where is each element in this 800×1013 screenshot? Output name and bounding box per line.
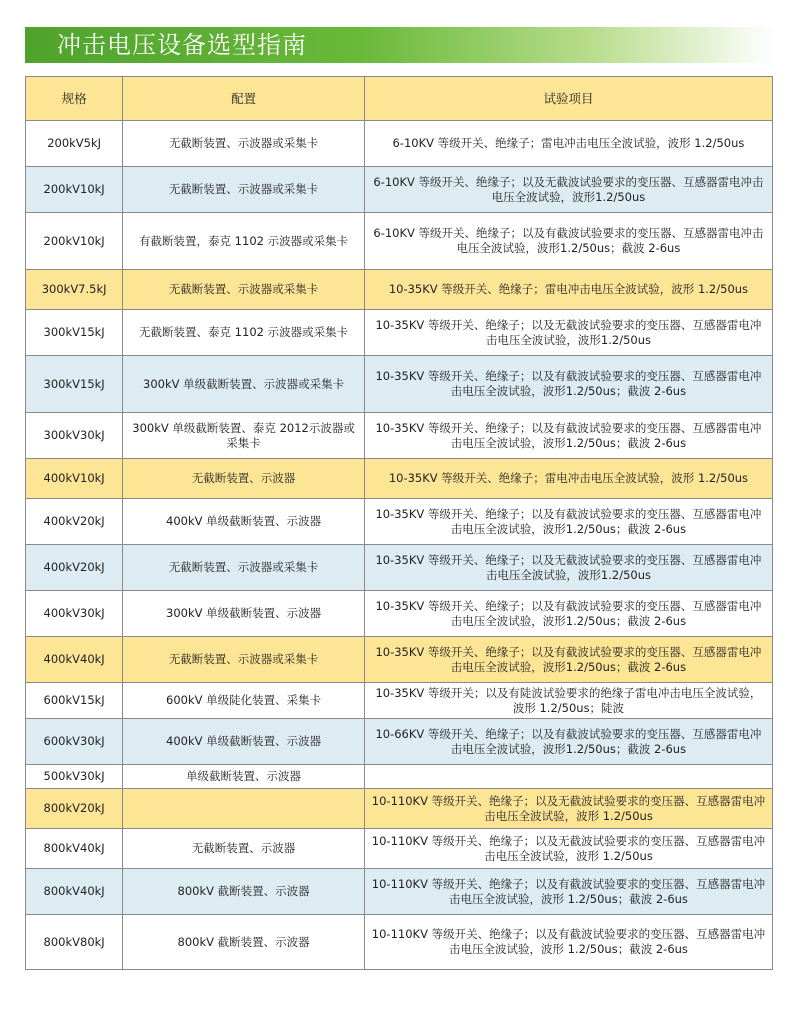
table-row (26, 310, 773, 356)
spec-cell: 800kV80kJ (26, 915, 123, 970)
config-cell: 400kV 单级截断装置、示波器 (123, 719, 365, 765)
spec-cell: 600kV15kJ (26, 683, 123, 719)
config-cell: 无截断装置、示波器或采集卡 (123, 121, 365, 167)
test-cell: 10-66KV 等级开关、绝缘子；以及有截波试验要求的变压器、互感器雷电冲击电压全波试验，波形1.2/50us；截波 2-6us (364, 719, 772, 765)
spec-cell: 200kV10kJ (26, 167, 123, 213)
test-cell: 6-10KV 等级开关、绝缘子；以及无截波试验要求的变压器、互感器雷电冲击电压全波试验，波形1.2/50us (364, 167, 772, 213)
spec-cell: 400kV20kJ (26, 545, 123, 591)
table-row (26, 719, 773, 765)
table-row (26, 915, 773, 970)
spec-cell: 800kV40kJ (26, 829, 123, 869)
config-cell: 400kV 单级截断装置、示波器 (123, 499, 365, 545)
test-cell: 10-35KV 等级开关、绝缘子；以及有截波试验要求的变压器、互感器雷电冲击电压全波试验，波形1.2/50us；截波 2-6us (364, 356, 772, 413)
spec-cell: 300kV15kJ (26, 310, 123, 356)
config-cell: 600kV 单级陡化装置、采集卡 (123, 683, 365, 719)
table-row (26, 356, 773, 413)
table-body (26, 77, 773, 970)
spec-cell: 300kV7.5kJ (26, 270, 123, 310)
table-row (26, 413, 773, 459)
test-cell: 10-35KV 等级开关、绝缘子；以及有截波试验要求的变压器、互感器雷电冲击电压全波试验，波形1.2/50us；截波 2-6us (364, 499, 772, 545)
table-row (26, 765, 773, 789)
spec-cell: 200kV5kJ (26, 121, 123, 167)
spec-cell: 300kV15kJ (26, 356, 123, 413)
selection-table (25, 76, 773, 970)
test-cell: 10-110KV 等级开关、绝缘子；以及无截波试验要求的变压器、互感器雷电冲击电压全波试验，波形 1.2/50us (364, 829, 772, 869)
spec-cell: 800kV40kJ (26, 869, 123, 915)
spec-cell: 400kV30kJ (26, 591, 123, 637)
table-header-row (26, 77, 773, 121)
config-cell: 单级截断装置、示波器 (123, 765, 365, 789)
test-cell: 10-35KV 等级开关、绝缘子；以及有截波试验要求的变压器、互感器雷电冲击电压全波试验，波形1.2/50us；截波 2-6us (364, 637, 772, 683)
table-row (26, 789, 773, 829)
table-row (26, 167, 773, 213)
config-cell: 300kV 单级截断装置、泰克 2012示波器或采集卡 (123, 413, 365, 459)
config-cell: 无截断装置、示波器或采集卡 (123, 637, 365, 683)
config-cell: 无截断装置、示波器或采集卡 (123, 167, 365, 213)
test-cell: 10-35KV 等级开关、绝缘子；以及有截波试验要求的变压器、互感器雷电冲击电压全波试验，波形1.2/50us；截波 2-6us (364, 591, 772, 637)
spec-cell: 400kV20kJ (26, 499, 123, 545)
spec-cell: 300kV30kJ (26, 413, 123, 459)
config-cell: 无截断装置、示波器或采集卡 (123, 270, 365, 310)
test-cell: 10-110KV 等级开关、绝缘子；以及有截波试验要求的变压器、互感器雷电冲击电压全波试验，波形 1.2/50us；截波 2-6us (364, 869, 772, 915)
config-cell: 有截断装置，泰克 1102 示波器或采集卡 (123, 213, 365, 270)
test-cell: 6-10KV 等级开关、绝缘子；以及有截波试验要求的变压器、互感器雷电冲击电压全波试验，波形1.2/50us；截波 2-6us (364, 213, 772, 270)
table-row (26, 869, 773, 915)
test-cell (364, 765, 772, 789)
test-cell: 10-35KV 等级开关、绝缘子；以及无截波试验要求的变压器、互感器雷电冲击电压全波试验，波形1.2/50us (364, 310, 772, 356)
config-cell: 无截断装置、示波器 (123, 459, 365, 499)
table-row (26, 683, 773, 719)
test-cell: 10-35KV 等级开关、绝缘子；以及有截波试验要求的变压器、互感器雷电冲击电压全波试验，波形1.2/50us；截波 2-6us (364, 413, 772, 459)
table-row (26, 591, 773, 637)
test-cell: 10-110KV 等级开关、绝缘子；以及无截波试验要求的变压器、互感器雷电冲击电压全波试验，波形 1.2/50us (364, 789, 772, 829)
header-config: 配置 (123, 77, 365, 121)
spec-cell: 400kV40kJ (26, 637, 123, 683)
table-row (26, 545, 773, 591)
spec-cell: 400kV10kJ (26, 459, 123, 499)
table-row (26, 121, 773, 167)
spec-cell: 200kV10kJ (26, 213, 123, 270)
config-cell (123, 789, 365, 829)
spec-cell: 500kV30kJ (26, 765, 123, 789)
table-row (26, 270, 773, 310)
test-cell: 10-35KV 等级开关、绝缘子；雷电冲击电压全波试验，波形 1.2/50us (364, 270, 772, 310)
test-cell: 10-35KV 等级开关；以及有陡波试验要求的绝缘子雷电冲击电压全波试验，波形 1.2/50us；陡波 (364, 683, 772, 719)
config-cell: 无截断装置、泰克 1102 示波器或采集卡 (123, 310, 365, 356)
header-test: 试验项目 (364, 77, 772, 121)
config-cell: 无截断装置、示波器或采集卡 (123, 545, 365, 591)
spec-cell: 800kV20kJ (26, 789, 123, 829)
header-spec: 规格 (26, 77, 123, 121)
config-cell: 300kV 单级截断装置、示波器 (123, 591, 365, 637)
config-cell: 无截断装置、示波器 (123, 829, 365, 869)
test-cell: 10-35KV 等级开关、绝缘子；雷电冲击电压全波试验，波形 1.2/50us (364, 459, 772, 499)
table-row (26, 213, 773, 270)
table-row (26, 459, 773, 499)
test-cell: 10-35KV 等级开关、绝缘子；以及无截波试验要求的变压器、互感器雷电冲击电压全波试验，波形1.2/50us (364, 545, 772, 591)
table-row (26, 637, 773, 683)
page-title: 冲击电压设备选型指南 (57, 31, 307, 59)
config-cell: 800kV 截断装置、示波器 (123, 915, 365, 970)
test-cell: 6-10KV 等级开关、绝缘子；雷电冲击电压全波试验，波形 1.2/50us (364, 121, 772, 167)
config-cell: 800kV 截断装置、示波器 (123, 869, 365, 915)
test-cell: 10-110KV 等级开关、绝缘子；以及有截波试验要求的变压器、互感器雷电冲击电压全波试验，波形 1.2/50us；截波 2-6us (364, 915, 772, 970)
table-row (26, 499, 773, 545)
spec-cell: 600kV30kJ (26, 719, 123, 765)
title-banner (25, 27, 775, 63)
config-cell: 300kV 单级截断装置、示波器或采集卡 (123, 356, 365, 413)
table-row (26, 829, 773, 869)
